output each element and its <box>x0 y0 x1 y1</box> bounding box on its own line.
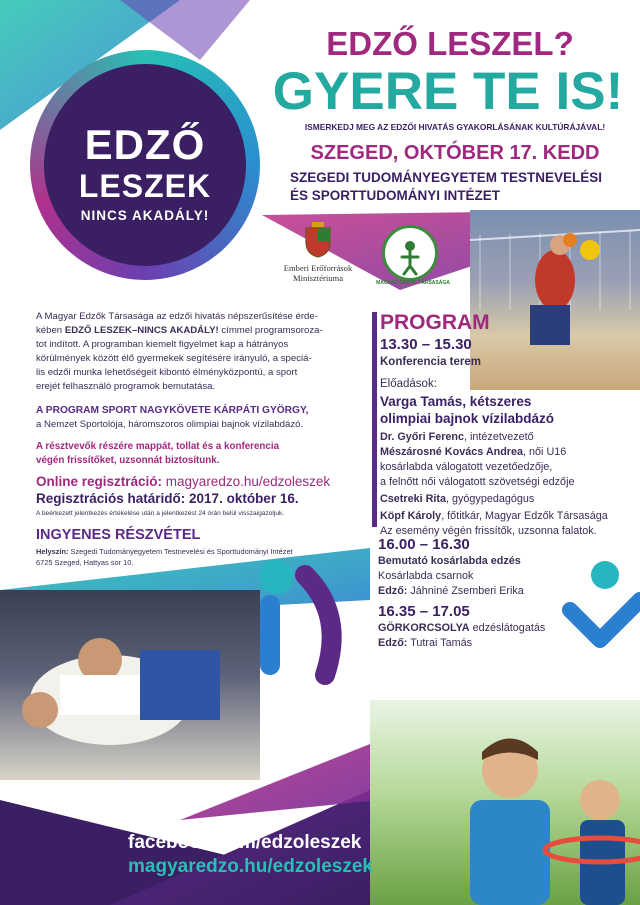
event-venue <box>290 169 620 205</box>
badge-line3: NINCS AKADÁLY! <box>80 208 210 223</box>
speaker-role: a felnőtt női válogatott szövetségi edzője <box>380 476 575 488</box>
session3-time: 16.35 – 17.05 <box>378 603 470 620</box>
session3-title-bold: GÖRKORCSOLYA <box>378 622 470 634</box>
kids-photo <box>370 700 640 905</box>
speaker-role: kosárlabda válogatott vezetőedzője, <box>380 461 553 473</box>
registration-deadline: Regisztrációs határidő: 2017. október 16. <box>36 491 299 506</box>
badge-line2: LESZEK <box>78 168 212 204</box>
coach-name: Jáhniné Zsemberi Erika <box>410 585 524 597</box>
session2-place: Kosárlabda csarnok <box>378 570 474 582</box>
speakers-list <box>380 430 640 539</box>
intro-line <box>36 324 361 338</box>
main-speaker <box>380 393 635 427</box>
coach-name: Tutrai Tamás <box>410 637 473 649</box>
society-logo-text: MAGYAR EDZŐK TÁRSASÁGA <box>376 280 450 286</box>
athlete-pictogram-icon <box>250 555 370 685</box>
coat-of-arms-icon <box>303 222 333 258</box>
registration-link[interactable]: magyaredzo.hu/edzoleszek <box>165 474 331 489</box>
speaker-item <box>380 445 640 460</box>
ministry-line2: Minisztériuma <box>292 273 344 283</box>
speaker-role: , főtitkár, Magyar Edzők Társasága <box>441 510 608 522</box>
venue-line1: SZEGEDI TUDOMÁNYEGYETEM TESTNEVELÉSI <box>290 170 603 185</box>
program-bar <box>372 312 377 527</box>
provisions-line: végén frissítőket, uzsonnát biztosítunk. <box>36 455 220 466</box>
intro-paragraph <box>36 310 361 394</box>
session1-time: 13.30 – 15.30 <box>380 336 472 353</box>
badge-line1: EDZŐ <box>84 121 206 168</box>
location-block <box>36 546 376 568</box>
event-date: SZEGED, OKTÓBER 17. KEDD <box>310 142 600 164</box>
coach-label: Edző: <box>378 585 408 597</box>
judo-photo <box>0 590 260 780</box>
program-name: EDZŐ LESZEK–NINCS AKADÁLY! <box>64 325 219 336</box>
intro-line: A Magyar Edzők Társasága az edzői hivatás népszerűsítése érde- <box>36 311 318 322</box>
speaker-name: Köpf Károly <box>380 510 442 522</box>
location-line <box>36 546 376 557</box>
header-headline: GYERE TE IS! <box>272 62 624 121</box>
header-question: EDZŐ LESZEL? <box>326 25 574 62</box>
ball-icon <box>563 233 577 247</box>
intro-line: erejét felhasználó programok bemutatása. <box>36 381 216 392</box>
intro-text: címmel programsoroza- <box>218 325 323 336</box>
session3-title <box>378 621 598 636</box>
location-label: Helyszín: <box>36 547 69 556</box>
session3-details <box>378 621 598 651</box>
speaker-role: , gyógypedagógus <box>446 493 535 505</box>
speaker-item <box>380 509 640 524</box>
handball-photo <box>470 210 640 390</box>
coach-label: Edző: <box>378 637 408 649</box>
session2-coach <box>378 584 578 599</box>
speaker-name: Csetreki Rita <box>380 493 447 505</box>
session1-room: Konferencia terem <box>380 356 481 368</box>
lectures-label: Előadások: <box>380 378 437 390</box>
ambassador-line: a Nemzet Sportolója, háromszoros olimpiai bajnok vízilabdázó. <box>36 419 304 430</box>
header-tagline: ISMERKEDJ MEG AZ EDZŐI HIVATÁS GYAKORLÁSÁNAK KULTÚRÁJÁVAL! <box>304 122 606 132</box>
speaker-item <box>380 430 640 445</box>
speaker-name: Mészárosné Kovács Andrea <box>380 446 524 458</box>
speaker-role: , intézetvezető <box>464 431 534 443</box>
registration-note: A beérkezett jelentkezés értékelése után a jelentkezést 24 órán belül visszaigazoljuk. <box>36 510 285 517</box>
session2-time: 16.00 – 16.30 <box>378 536 470 553</box>
speaker-name: Dr. Győri Ferenc <box>380 431 465 443</box>
intro-text: kében <box>36 325 65 336</box>
main-speaker-line: Varga Tamás, kétszeres <box>380 394 532 409</box>
ministry-logo <box>268 222 368 283</box>
society-logo <box>376 225 450 286</box>
speaker-role: , női U16 <box>523 446 567 458</box>
registration-line <box>36 474 376 490</box>
registration-label: Online regisztráció: <box>36 474 163 489</box>
website-link[interactable]: magyaredzo.hu/edzoleszek <box>128 856 373 877</box>
session3-coach <box>378 636 598 651</box>
ambassador-paragraph <box>36 404 366 432</box>
provisions-line: A résztvevők részére mappát, tollat és a konferencia <box>36 441 280 452</box>
venue-line2: ÉS SPORTTUDOMÁNYI INTÉZET <box>290 188 501 203</box>
free-participation-title: INGYENES RÉSZVÉTEL <box>36 527 201 543</box>
session2-title: Bemutató kosárlabda edzés <box>378 555 521 567</box>
intro-line: tot indított. A programban kiemelt figyelmet kap a hátrányos <box>36 339 289 350</box>
intro-line: körülmények között élő gyermekek segítésére irányuló, a speciá- <box>36 353 312 364</box>
ambassador-line: A PROGRAM SPORT NAGYKÖVETE KÁRPÁTI GYÖRGY, <box>36 405 309 416</box>
session2-details <box>378 554 578 599</box>
main-speaker-line: olimpiai bajnok vízilabdázó <box>380 411 555 426</box>
location-value: Szegedi Tudományegyetem Testnevelési és Sporttudományi Intézet <box>70 547 293 556</box>
location-address: 6725 Szeged, Hattyas sor 10. <box>36 558 134 567</box>
ministry-line1: Emberi Erőforrások <box>283 263 353 273</box>
session3-title-rest: edzéslátogatás <box>469 622 546 634</box>
closing-note: Az esemény végén frissítők, uzsonna falatok. <box>380 525 597 537</box>
speaker-item <box>380 492 640 507</box>
facebook-link[interactable]: facebook.com/edzoleszek <box>128 832 362 853</box>
provisions-paragraph <box>36 440 366 468</box>
program-title: PROGRAM <box>380 311 490 334</box>
intro-line: lis edzői munka lehetőségeit kibontó élményközpontú, a sport <box>36 367 298 378</box>
